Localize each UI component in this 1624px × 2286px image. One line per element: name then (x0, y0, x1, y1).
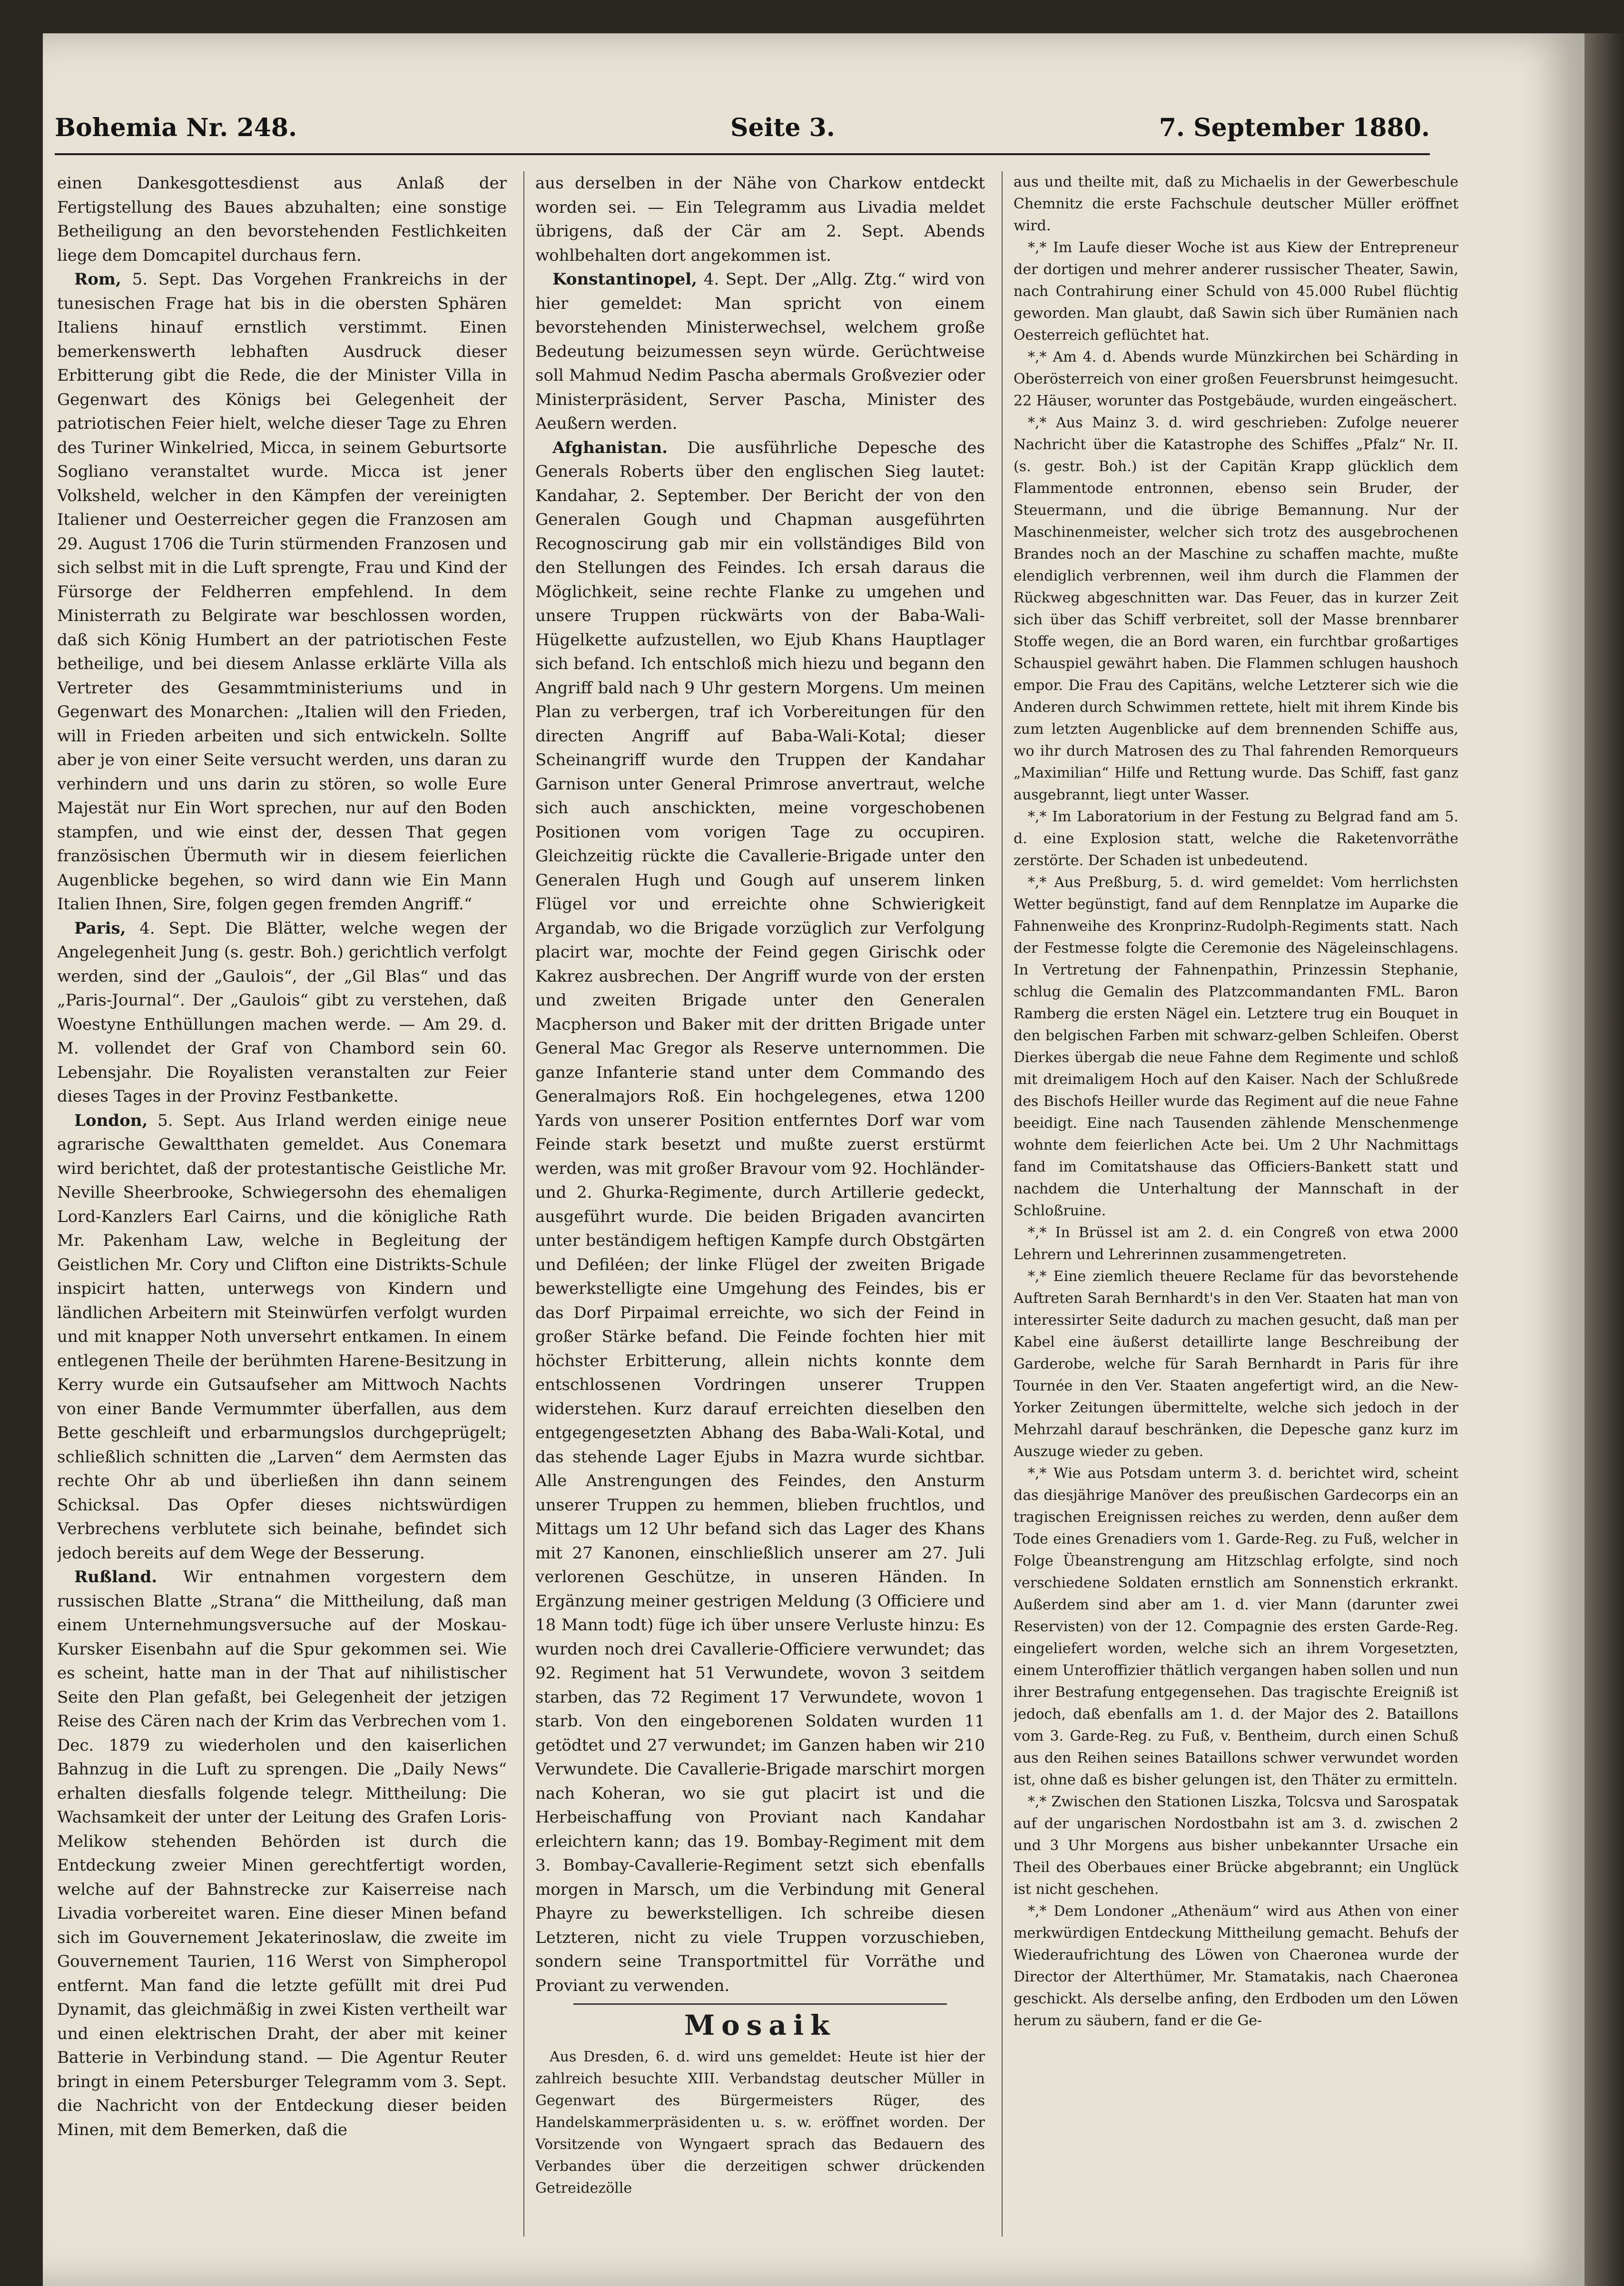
dateline: Konstantinopel, (552, 270, 697, 289)
column-2 (535, 171, 985, 2203)
dateline: Rußland. (74, 1567, 157, 1586)
column-1 (57, 171, 507, 2203)
article-paragraph: einen Dankesgottesdienst aus Anlaß der Fertigstellung des Baues abzuhalten; eine sonstige Betheiligung an den bevorstehenden Festlichkeiten liege dem Domcapitel durchaus fern. (57, 174, 507, 265)
page-edge-shadow (1585, 33, 1624, 2286)
article-paragraph: *,* Im Laboratorium in der Festung zu Belgrad fand am 5. d. eine Explosion statt, welche die Raketenvorräthe zerstörte. Der Schaden ist unbedeutend. (1014, 808, 1458, 869)
article-paragraph: London, 5. Sept. Aus Irland werden einige neue agrarische Gewaltthaten gemeldet. Aus Conemara wird berichtet, daß der protestantische Geistliche Mr. Neville Sheerbrooke, Schwiegersohn des ehemaligen Lord-Kanzlers Earl Cairns, und die königliche Rath Mr. Pakenham Law, welche in Begleitung der Geistlichen Mr. Cory und Clifton eine Distrikts-Schule inspicirt hatten, unterwegs von Kindern und ländlichen Arbeitern mit Steinwürfen verfolgt wurden und mit knapper Noth unversehrt entkamen. In einem entlegenen Theile der berühmten Harene-Besitzung in Kerry wurde ein Gutsaufseher am Mittwoch Nachts von einer Bande Vermummter überfallen, aus dem Bette geschleift und erbarmungslos durchgeprügelt; schließlich schnitten die „Larven“ dem Aermsten das rechte Ohr ab und überließen ihn dann seinem Schicksal. Das Opfer dieses nichtswürdigen Verbrechens verblutete sich beinahe, befindet sich jedoch bereits auf dem Wege der Besserung. (57, 1111, 507, 1563)
section-title: Mosaik (684, 2009, 837, 2041)
article-paragraph: Rom, 5. Sept. Das Vorgehen Frankreichs in der tunesischen Frage hat bis in die obersten Sphären Italiens hinauf ernstlich verstimmt. Einen bemerkenswerth lebhaften Ausdruck dieser Erbitterung gibt die Rede, die der Minister Villa in Gegenwart des Königs bei Gelegenheit der patriotischen Feier hielt, welche dieser Tage zu Ehren des Turiner Winkelried, Micca, in seinem Geburtsorte Sogliano veranstaltet wurde. Micca ist jener Volksheld, welcher in den Kämpfen der vereinigten Italiener und Oesterreicher gegen die Franzosen am 29. August 1706 die Turin stürmenden Franzosen und sich selbst mit in die Luft sprengte, Frau und Kind der Fürsorge der Feldherren empfehlend. In dem Ministerrath zu Belgirate war beschlossen worden, daß sich König Humbert an der patriotischen Feste betheilige, und bei diesem Anlasse erklärte Villa als Vertreter des Gesammtministeriums und in Gegenwart des Monarchen: „Italien will den Frieden, will in Frieden arbeiten und sich entwickeln. Sollte aber je von einer Seite versucht werden, uns daran zu verhindern und uns darin zu stören, so wolle Eure Majestät nur Ein Wort sprechen, nur auf den Boden stampfen, und wie einst der, dessen That gegen französischen Übermuth wir in diesem feierlichen Augenblicke begehen, so wird dann wie Ein Mann Italien Ihnen, Sire, folgen gegen fremden Angriff.“ (57, 270, 507, 914)
header-rule (55, 153, 1430, 155)
header-newspaper-number: Bohemia Nr. 248. (55, 113, 297, 142)
column-3 (1014, 171, 1458, 2203)
dateline: Afghanistan. (552, 438, 668, 457)
page-header (55, 113, 1430, 151)
dateline: Paris, (74, 918, 126, 938)
article-paragraph: *,* Dem Londoner „Athenäum“ wird aus Athen von einer merkwürdigen Entdeckung Mittheilung gemacht. Behufs der Wiederaufrichtung des Löwen von Chaeronea wurde der Director der Alterthümer, Mr. Stamatakis, nach Chaeronea geschickt. Als derselbe anfing, den Erdboden um den Löwen herum zu säubern, fand er die Ge- (1014, 1903, 1458, 2029)
column-divider (1002, 171, 1003, 2237)
article-paragraph: Afghanistan. Die ausführliche Depesche des Generals Roberts über den englischen Sieg lautet: Kandahar, 2. September. Der Bericht der von den Generalen Gough und Chapman ausgeführten Recognoscirung gab mir ein vollständiges Bild von den Stellungen des Feindes. Ich ersah daraus die Möglichkeit, seine rechte Flanke zu umgehen und unsere Truppen rückwärts von der Baba-Wali-Hügelkette aufzustellen, wo Ejub Khans Hauptlager sich befand. Ich entschloß mich hiezu und begann den Angriff bald nach 9 Uhr gestern Morgens. Um meinen Plan zu verbergen, traf ich Vorbereitungen für den directen Angriff auf Baba-Wali-Kotal; dieser Scheinangriff wurde den Truppen der Kandahar Garnison unter General Primrose anvertraut, welche sich auch anschickten, meine vorgeschobenen Positionen vom vorigen Tage zu occupiren. Gleichzeitig rückte die Cavallerie-Brigade unter den Generalen Hugh und Gough auf unserem linken Flügel vor und erreichte ohne Schwierigkeit Argandab, wo die Brigade vorzüglich zur Verfolgung placirt war, mochte der Feind gegen Girischk oder Kakrez ausbrechen. Der Angriff wurde von der ersten und zweiten Brigade unter den Generalen Macpherson und Baker mit der dritten Brigade unter General Mac Gregor als Reserve unternommen. Die ganze Infanterie stand unter dem Commando des Generalmajors Roß. Ein hochgelegenes, etwa 1200 Yards von unserer Position entferntes Dorf war vom Feinde stark besetzt und mußte zuerst erstürmt werden, was mit großer Bravour vom 92. Hochländer- und 2. Ghurka-Regimente, durch Artillerie gedeckt, ausgeführt wurde. Die beiden Brigaden avancirten unter beständigem heftigen Kampfe durch Obstgärten und Defiléen; der linke Flügel der zweiten Brigade bewerkstelligte eine Umgehung des Feindes, bis er das Dorf Pirpaimal erreichte, wo sich der Feind in großer Stärke befand. Die Feinde fochten hier mit höchster Erbitterung, allein nichts konnte dem entschlossenen Vordringen unserer Truppen widerstehen. Kurz darauf erreichten dieselben den entgegengesetzten Abhang des Baba-Wali-Kotal, und das stehende Lager Ejubs in Mazra wurde sichtbar. Alle Anstrengungen des Feindes, den Ansturm unserer Truppen zu hemmen, blieben fruchtlos, und Mittags um 12 Uhr befand sich das Lager des Khans mit 27 Kanonen, einschließlich unserer am 27. Juli verlorenen Geschütze, in unseren Händen. In Ergänzung meiner gestrigen Meldung (3 Officiere und 18 Mann todt) füge ich über unsere Verluste hinzu: Es wurden noch drei Cavallerie-Officiere verwundet; das 92. Regiment hat 51 Verwundete, wovon 3 seitdem starben, das 72 Regiment 17 Verwundete, wovon 1 starb. Von den eingeborenen Soldaten wurden 11 getödtet und 27 verwundet; im Ganzen haben wir 210 Verwundete. Die Cavallerie-Brigade marschirt morgen nach Koheran, wo sie gut placirt ist und die Herbeischaffung von Proviant nach Kandahar erleichtern kann; das 19. Bombay-Regiment mit dem 3. Bombay-Cavallerie-Regiment setzt sich ebenfalls morgen in Marsch, um die Verbindung mit General Phayre zu bewerkstelligen. Ich schreibe diesen Letzteren, nicht zu viele Truppen vorzuschieben, sondern seine Transportmittel für Vorräthe und Proviant zu verwenden. (535, 438, 985, 1995)
dateline: Rom, (74, 270, 121, 289)
article-paragraph: *,* Eine ziemlich theuere Reclame für das bevorstehende Auftreten Sarah Bernhardt's in den Ver. Staaten hat man von interessirter Seite dadurch zu machen gesucht, daß man per Kabel eine äußerst detaillirte lange Beschreibung der Garderobe, welche für Sarah Bernhardt in Paris für ihre Tournée in den Ver. Staaten angefertigt wird, an die New-Yorker Zeitungen übermittelte, welche sich jedoch in der Mehrzahl darauf beschränken, die Depesche ganz kurz im Auszuge wieder zu geben. (1014, 1268, 1458, 1460)
article-paragraph: Rußland. Wir entnahmen vorgestern dem russischen Blatte „Strana“ die Mittheilung, daß man einem Unternehmungsversuche auf der Moskau-Kursker Eisenbahn auf die Spur gekommen sei. Wie es scheint, hatte man in der That auf nihilistischer Seite den Plan gefaßt, bei Gelegenheit der jetzigen Reise des Cären nach der Krim das Verbrechen vom 1. Dec. 1879 zu wiederholen und den kaiserlichen Bahnzug in die Luft zu sprengen. Die „Daily News“ erhalten diesfalls folgende telegr. Mittheilung: Die Wachsamkeit der unter der Leitung des Grafen Loris-Melikow stehenden Behörden ist durch die Entdeckung zweier Minen gerechtfertigt worden, welche auf der Bahnstrecke zur Kaiserreise nach Livadia vorbereitet waren. Eine dieser Minen befand sich im Gouvernement Jekaterinoslaw, die zweite im Gouvernement Taurien, 116 Werst von Simpheropol entfernt. Man fand die letzte gefüllt mit drei Pud Dynamit, das gleichmäßig in zwei Kisten vertheilt war und einen elektrischen Draht, der aber mit keiner Batterie in Verbindung stand. — Die Agentur Reuter bringt in einem Petersburger Telegramm vom 3. Sept. die Nachricht von der Entdeckung dieser beiden Minen, mit dem Bemerken, daß die (57, 1567, 507, 2139)
header-date: 7. September 1880. (1159, 113, 1430, 142)
article-paragraph: *,* Zwischen den Stationen Liszka, Tolcsva und Sarospatak auf der ungarischen Nordostbahn ist am 3. d. zwischen 2 und 3 Uhr Morgens aus bisher unbekannter Ursache ein Theil des Oberbaues einer Brücke abgebrannt; ein Unglück ist nicht geschehen. (1014, 1793, 1458, 1898)
article-paragraph: *,* Wie aus Potsdam unterm 3. d. berichtet wird, scheint das diesjährige Manöver des preußischen Gardecorps ein an tragischen Ereignissen reiches zu werden, denn außer dem Tode eines Grenadiers vom 1. Garde-Reg. zu Fuß, welcher in Folge Übeanstrengung am Hitzschlag erfolgte, sind noch verschiedene Soldaten ernstlich am Sonnenstich erkrankt. Außerdem sind aber am 1. d. vier Mann (darunter zwei Reservisten) von der 12. Compagnie des ersten Garde-Reg. eingeliefert worden, welche sich an ihrem Vorgesetzten, einem Unteroffizier thätlich vergangen haben sollen und nun ihrer Bestrafung entgegensehen. Das tragischte Ereigniß ist jedoch, daß ebenfalls am 1. d. der Major des 2. Bataillons vom 3. Garde-Reg. zu Fuß, v. Bentheim, durch einen Schuß aus den Reihen seines Bataillons schwer verwundet worden ist, ohne daß es bisher gelungen ist, den Thäter zu ermitteln. (1014, 1465, 1458, 1788)
article-paragraph: *,* Im Laufe dieser Woche ist aus Kiew der Entrepreneur der dortigen und mehrer anderer russischer Theater, Sawin, nach Contrahirung einer Schuld von 45.000 Rubel flüchtig geworden. Man glaubt, daß Sawin sich über Rumänien nach Oesterreich geflüchtet hat. (1014, 239, 1458, 344)
article-paragraph: *,* Am 4. d. Abends wurde Münzkirchen bei Schärding in Oberösterreich von einer großen Feuersbrunst heimgesucht. 22 Häuser, worunter das Postgebäude, wurden eingeäschert. (1014, 349, 1458, 409)
article-paragraph: aus und theilte mit, daß zu Michaelis in der Gewerbeschule Chemnitz die erste Fachschule deutscher Müller eröffnet wird. (1014, 174, 1458, 234)
article-paragraph: *,* Aus Preßburg, 5. d. wird gemeldet: Vom herrlichsten Wetter begünstigt, fand auf dem Rennplatze im Auparke die Fahnenweihe des Kronprinz-Rudolph-Regiments statt. Nach der Festmesse folgte die Ceremonie des Nägeleinschlagens. In Vertretung der Fahnenpathin, Prinzessin Stephanie, schlug die Gemalin des Platzcommandanten FML. Baron Ramberg die ersten Nägel ein. Letztere trug ein Bouquet in den belgischen Farben mit schwarz-gelben Schleifen. Oberst Dierkes übergab die neue Fahne dem Regimente und schloß mit dreimaligem Hoch auf den Kaiser. Nach der Schlußrede des Bischofs Heiller wurde das Regiment auf die neue Fahne beeidigt. Eine nach Tausenden zählende Menschenmenge wohnte dem feierlichen Acte bei. Um 2 Uhr Nachmittags fand im Comitatshause das Officiers-Bankett statt und nachdem die Unterhaltung der Mannschaft in der Schloßruine. (1014, 874, 1458, 1219)
article-paragraph: *,* In Brüssel ist am 2. d. ein Congreß von etwa 2000 Lehrern und Lehrerinnen zusammengetreten. (1014, 1224, 1458, 1263)
article-paragraph: aus derselben in der Nähe von Charkow entdeckt worden sei. — Ein Telegramm aus Livadia meldet übrigens, daß der Cär am 2. Sept. Abends wohlbehalten dort angekommen ist. (535, 174, 985, 265)
article-paragraph: Aus Dresden, 6. d. wird uns gemeldet: Heute ist hier der zahlreich besuchte XIII. Verbandstag deutscher Müller in Gegenwart des Bürgermeisters Rüger, des Handelskammerpräsidenten u. s. w. eröffnet worden. Der Vorsitzende von Wyngaert sprach das Bedauern des Verbandes über die derzeitigen schwer drückenden Getreidezölle (535, 2048, 985, 2197)
header-page-number: Seite 3. (730, 113, 835, 142)
section-rule (573, 2003, 947, 2005)
article-paragraph: *,* Aus Mainz 3. d. wird geschrieben: Zufolge neuerer Nachricht über die Katastrophe des Schiffes „Pfalz“ Nr. II. (s. gestr. Boh.) ist der Capitän Krapp glücklich dem Flammentode entronnen, ebenso sein Bruder, der Steuermann, und die übrige Bemannung. Nur der Maschinenmeister, welcher sich trotz des ausgebrochenen Brandes noch an der Maschine zu schaffen machte, mußte elendiglich verbrennen, weil ihm durch die Flammen der Rückweg abgeschnitten war. Das Feuer, das in kurzer Zeit sich über das Schiff verbreitet, soll der Masse brennbarer Stoffe wegen, die an Bord waren, ein furchtbar großartiges Schauspiel gewährt haben. Die Flammen schlugen haushoch empor. Die Frau des Capitäns, welche Letzterer sich wie die Anderen durch Schwimmen rettete, hielt mit ihrem Kinde bis zum letzten Augenblicke auf dem brennenden Schiffe aus, wo ihr durch Matrosen des zu Thal fahrenden Remorqueurs „Maximilian“ Hilfe und Rettung wurde. Das Schiff, fast ganz ausgebrannt, liegt unter Wasser. (1014, 414, 1458, 803)
article-paragraph: Paris, 4. Sept. Die Blätter, welche wegen der Angelegenheit Jung (s. gestr. Boh.) gerichtlich verfolgt werden, sind der „Gaulois“, der „Gil Blas“ und das „Paris-Journal“. Der „Gaulois“ gibt zu verstehen, daß Woestyne Enthüllungen machen werde. — Am 29. d. M. vollendet der Graf von Chambord sein 60. Lebensjahr. Die Royalisten veranstalten zur Feier dieses Tages in der Provinz Festbankette. (57, 918, 507, 1106)
section-body (535, 2046, 985, 2199)
column-divider (523, 171, 524, 2237)
article-paragraph: Konstantinopel, 4. Sept. Der „Allg. Ztg.“ wird von hier gemeldet: Man spricht von einem bevorstehenden Ministerwechsel, welchem große Bedeutung beizumessen seyn würde. Gerüchtweise soll Mahmud Nedim Pascha abermals Großvezier oder Ministerpräsident, Server Pascha, Minister des Aeußern werden. (535, 270, 985, 433)
dateline: London, (74, 1111, 148, 1130)
